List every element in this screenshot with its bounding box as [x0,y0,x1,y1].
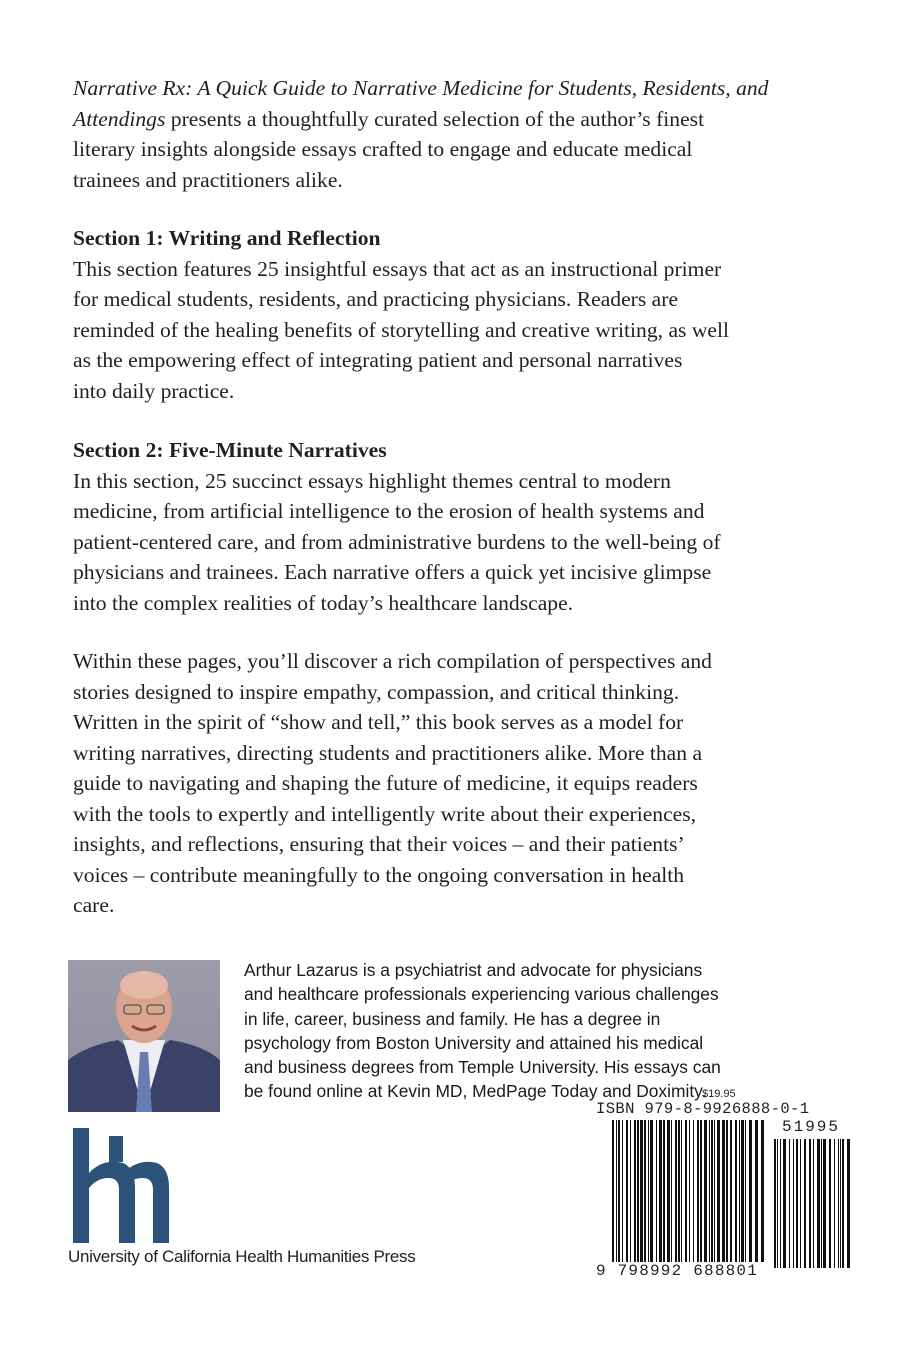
price-addon-digits: 51995 [782,1118,841,1136]
barcode-bar [650,1120,653,1262]
addon-bar [777,1139,778,1268]
addon-bar [774,1139,776,1268]
barcode-bar [711,1120,713,1262]
barcode-bar [749,1120,752,1262]
addon-bar [780,1139,781,1268]
closing-line: writing narratives, directing students and practitioners alike. More than a [73,740,703,765]
barcode-bar [704,1120,707,1262]
barcode-bar [761,1120,764,1262]
barcode-bar [722,1120,725,1262]
section-1-line: reminded of the healing benefits of storytelling and creative writing, as well [73,317,730,342]
addon-bar [817,1139,820,1268]
barcode-bar [741,1120,744,1262]
barcode-bar [612,1120,614,1262]
addon-bar [804,1139,806,1268]
barcode-bar [685,1120,687,1262]
addon-bar [793,1139,794,1268]
barcode-bar [667,1120,670,1262]
bio-line: and healthcare professionals experiencing various challenges [244,984,719,1005]
addon-bar [800,1139,801,1268]
bio-line: in life, career, business and family. He has a degree in [244,1008,661,1029]
section-1-heading: Section 1: Writing and Reflection [73,226,381,250]
barcode-bar [726,1120,728,1262]
barcode-bar [634,1120,636,1262]
barcode-bar [622,1120,623,1262]
barcode-bar [675,1120,677,1262]
closing-line: Written in the spirit of “show and tell,” this book serves as a model for [73,710,684,734]
barcode-bar [693,1120,694,1262]
barcode-bar [637,1120,639,1262]
bio-line: and business degrees from Temple University. His essays can [244,1057,721,1078]
intro-line: Attendings presents a thoughtfully curated selection of the author’s finest [73,106,705,131]
closing-line: with the tools to expertly and intelligently write about their experiences, [73,801,697,826]
addon-bar [842,1139,844,1268]
publisher-name: University of California Health Humanities Press [68,1247,416,1266]
section-2-line: In this section, 25 succinct essays highlight themes central to modern [73,468,671,493]
isbn-label: ISBN 979-8-9926888-0-1 [596,1100,810,1118]
section-2-line: patient-centered care, and from administrative burdens to the well-being of [73,529,721,554]
barcode-bar [689,1120,690,1262]
barcode-bar [626,1120,628,1262]
section-2-line: medicine, from artificial intelligence to the erosion of health systems and [73,499,705,523]
barcode-bar [644,1120,646,1262]
addon-bar [796,1139,798,1268]
addon-bar [783,1139,786,1268]
barcode-bar [648,1120,649,1262]
section-2-line: into the complex realities of today’s healthcare landscape. [73,590,574,615]
closing-line: Within these pages, you’ll discover a rich compilation of perspectives and [73,649,712,673]
barcode-bar [709,1120,710,1262]
addon-bar [809,1139,811,1268]
section-2-line: physicians and trainees. Each narrative offers a quick yet incisive glimpse [73,560,712,584]
ean-digits: 9 798992 688801 [596,1262,759,1280]
section-2-heading: Section 2: Five-Minute Narratives [73,438,387,462]
barcode-bar [714,1120,715,1262]
section-1-line: for medical students, residents, and practicing physicians. Readers are [73,287,679,311]
closing-line: insights, and reflections, ensuring that their voices – and their patients’ [73,832,685,856]
barcode-bar [735,1120,737,1262]
barcode-bar [616,1120,617,1262]
barcode-bar [730,1120,732,1262]
intro-line: literary insights alongside essays crafted to engage and educate medical [73,137,693,161]
barcode-bar [663,1120,665,1262]
intro-line: trainees and practitioners alike. [73,167,343,192]
barcode-bar [739,1120,740,1262]
intro-line: Narrative Rx: A Quick Guide to Narrative Medicine for Students, Residents, and [73,76,769,100]
addon-bar [840,1139,841,1268]
barcode-bar [671,1120,672,1262]
barcode-bar [697,1120,699,1262]
barcode-bar [640,1120,643,1262]
price-label: $19.95 [702,1088,736,1100]
barcode-bar [659,1120,662,1262]
closing-line: guide to navigating and shaping the future of medicine, it equips readers [73,771,698,795]
closing-line: stories designed to inspire empathy, compassion, and critical thinking. [73,679,680,704]
barcode-bar [678,1120,680,1262]
addon-bar [838,1139,839,1268]
section-1-line: as the empowering effect of integrating patient and personal narratives [73,348,683,372]
barcode-bar [717,1120,720,1262]
barcode-bar [755,1120,758,1262]
barcode-bar [630,1120,631,1262]
addon-bar [823,1139,826,1268]
barcode-bar [700,1120,702,1262]
addon-bar [834,1139,835,1268]
section-1-line: This section features 25 insightful essays that act as an instructional primer [73,256,722,281]
barcode-bar [656,1120,657,1262]
barcode-bar [618,1120,620,1262]
closing-line: voices – contribute meaningfully to the ongoing conversation in health [73,862,685,887]
bio-line: be found online at Kevin MD, MedPage Today and Doximity. [244,1081,707,1102]
addon-bar [829,1139,831,1268]
bio-line: Arthur Lazarus is a psychiatrist and advocate for physicians [244,960,703,980]
addon-bar [847,1139,850,1268]
barcode-bar [681,1120,682,1262]
barcode-bar [745,1120,746,1262]
bio-line: psychology from Boston University and attained his medical [244,1032,704,1053]
addon-bar [813,1139,814,1268]
closing-line: care. [73,893,115,917]
addon-bar [821,1139,822,1268]
addon-bar [789,1139,790,1268]
section-1-line: into daily practice. [73,378,235,403]
